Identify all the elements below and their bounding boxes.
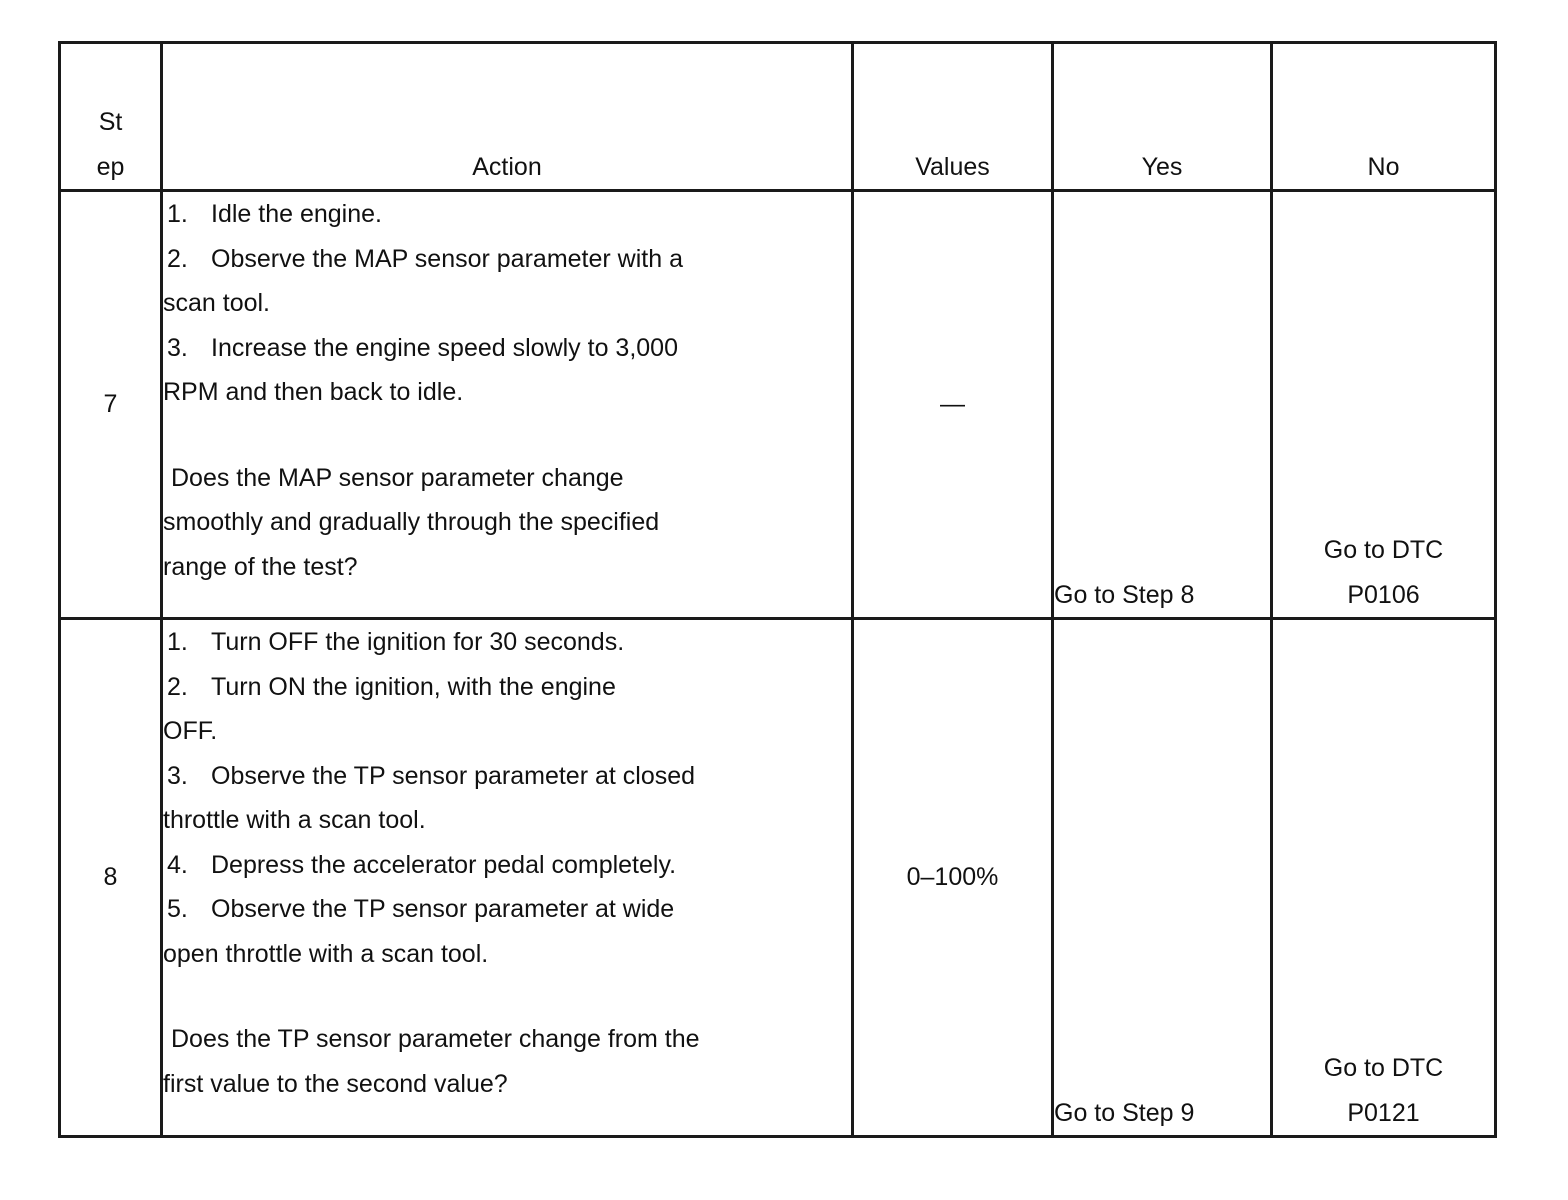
action-line: 3. Observe the TP sensor parameter at closed xyxy=(167,761,696,790)
diagnostic-table xyxy=(58,41,1497,1138)
no-line2: P0106 xyxy=(1347,580,1420,609)
action-line-continued: scan tool. xyxy=(163,289,271,317)
action-line: 2. Observe the MAP sensor parameter with a xyxy=(167,244,683,273)
action-line: 4. Depress the accelerator pedal completely. xyxy=(167,850,677,879)
action-cell xyxy=(162,191,853,619)
action-line: 5. Observe the TP sensor parameter at wide xyxy=(167,895,675,923)
header-action: Action xyxy=(162,43,853,191)
question-line: Does the TP sensor parameter change from the xyxy=(171,1025,700,1053)
no-line1: Go to DTC xyxy=(1323,536,1444,564)
header-step xyxy=(60,43,162,191)
no-cell xyxy=(1272,191,1496,619)
action-line: 3. Increase the engine speed slowly to 3,000 xyxy=(167,333,678,362)
question-line: range of the test? xyxy=(163,552,358,581)
yes-cell: Go to Step 9 xyxy=(1053,619,1272,1137)
action-line-continued: RPM and then back to idle. xyxy=(163,378,464,406)
question-line: Does the MAP sensor parameter change xyxy=(171,463,624,492)
table-row xyxy=(60,191,1496,619)
action-line-continued: OFF. xyxy=(163,717,218,745)
no-line2: P0121 xyxy=(1347,1098,1420,1127)
action-line: 1. Turn OFF the ignition for 30 seconds. xyxy=(167,628,625,656)
header-row xyxy=(60,43,1496,191)
action-cell xyxy=(162,619,853,1137)
value-cell: 0–100% xyxy=(853,619,1053,1137)
yes-cell: Go to Step 8 xyxy=(1053,191,1272,619)
action-question xyxy=(163,1017,851,1106)
step-number: 7 xyxy=(60,191,162,619)
value-cell: — xyxy=(853,191,1053,619)
header-values: Values xyxy=(853,43,1053,191)
header-step-line2: ep xyxy=(96,152,125,181)
action-line: 2. Turn ON the ignition, with the engine xyxy=(167,672,616,701)
action-line-continued: open throttle with a scan tool. xyxy=(163,939,489,968)
action-question xyxy=(163,456,851,590)
header-no: No xyxy=(1272,43,1496,191)
diagnostic-table-sheet xyxy=(58,41,1494,1135)
question-line: smoothly and gradually through the specified xyxy=(163,508,660,536)
question-line: first value to the second value? xyxy=(163,1069,508,1098)
header-yes: Yes xyxy=(1053,43,1272,191)
no-line1: Go to DTC xyxy=(1323,1054,1444,1082)
step-number: 8 xyxy=(60,619,162,1137)
no-cell xyxy=(1272,619,1496,1137)
header-step-line1: St xyxy=(98,108,123,136)
action-line-continued: throttle with a scan tool. xyxy=(163,806,426,834)
table-row xyxy=(60,619,1496,1137)
action-line: 1. Idle the engine. xyxy=(167,200,382,228)
